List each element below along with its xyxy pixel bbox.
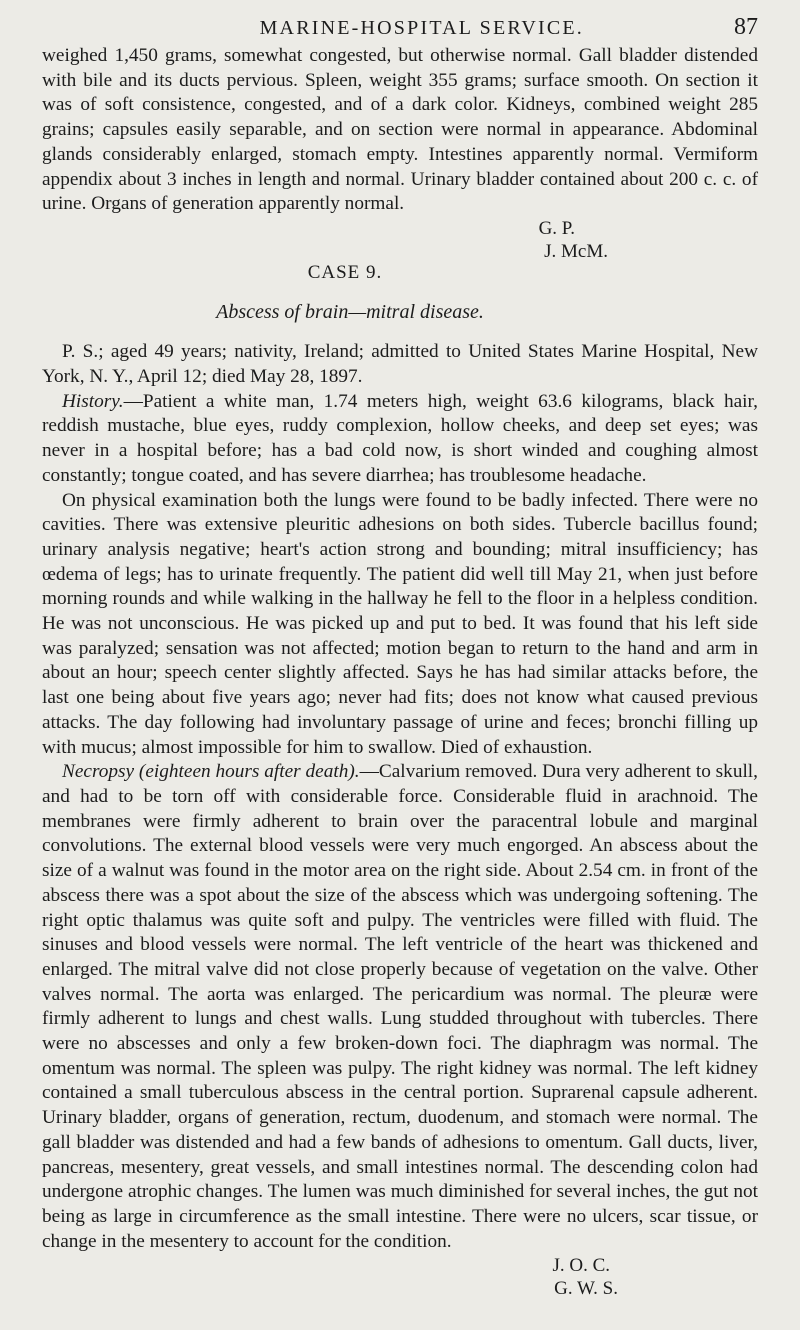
history-label: History.: [62, 390, 124, 412]
necropsy-label: Necropsy (eighteen hours after death).: [62, 761, 360, 783]
paragraph-necropsy: [42, 760, 758, 1254]
paragraph-physical-exam: On physical examination both the lungs were found to be badly infected. There were no cavities. There was extensive pleuritic adhesions on both sides. Tubercle bacillus found; urinary analysis negative; heart's action strong and bounding; mitral insufficiency; has œdema of legs; has to urinate frequently. The patient did well till May 21, when just before morning rounds and while walking in the hallway he fell to the floor in a helpless condition. He was not unconscious. He was picked up and put to bed. It was found that his left side was paralyzed; sensation was not affected; motion began to return to the hand and arm in about an hour; speech center slightly affected. Says he has had similar attacks before, the last one being about five years ago; never had fits; does not know what caused previous attacks. The day following had involuntary passage of urine and feces; bronchi filling up with mucus; almost impossible for him to swallow. Died of exhaustion.: [42, 489, 758, 758]
paragraph-history: [42, 390, 758, 489]
paragraph-autopsy-continued: weighed 1,450 grams, somewhat congested, but otherwise normal. Gall bladder distended with bile and its ducts pervious. Spleen, weight 355 grams; surface smooth. On section it was of soft consistence, congested, and of a dark color. Kidneys, combined weight 285 grains; capsules easily separable, and on section were normal in appearance. Abdominal glands considerably enlarged, stomach empty. Intestines apparently normal. Vermiform appendix about 3 inches in length and normal. Urinary bladder contained about 200 c. c. of urine. Organs of generation apparently normal.: [42, 45, 758, 215]
case-title: Abscess of brain—mitral disease.: [216, 300, 484, 323]
case-heading: CASE 9.: [307, 261, 383, 283]
paragraph-admission: P. S.; aged 49 years; nativity, Ireland; admitted to United States Marine Hospital, New York, N. Y., April 12; died May 28, 1897.: [42, 341, 758, 388]
history-text: —Patient a white man, 1.74 meters high, weight 63.6 kilograms, black hair, reddish mustache, blue eyes, ruddy complexion, hollow cheeks, and deep set eyes; was never in a hospital before; has a bad cold now, is short winded and coughing almost constantly; tongue coated, and has severe diarrhea; has troublesome headache.: [42, 390, 758, 486]
signature-initials-3: J. O. C.: [552, 1255, 610, 1277]
page-number: 87: [734, 14, 758, 40]
necropsy-text: —Calvarium removed. Dura very adherent to skull, and had to be torn off with considerable force. Considerable fluid in arachnoid. The membranes were firmly adherent to brain over the paracentral lobule and marginal convolutions. The external blood vessels were very much engorged. An abscess about the size of a walnut was found in the motor area on the right side. About 2.54 cm. in front of the abscess there was a spot about the size of the abscess which was undergoing softening. The right optic thalamus was quite soft and pulpy. The ventricles were filled with fluid. The sinuses and blood vessels were normal. The left ventricle of the heart was thickened and enlarged. The mitral valve did not close properly because of vegetation on the valve. Other valves normal. The aorta was enlarged. The pericardium was normal. The pleuræ were firmly adherent to lungs and chest walls. Lung studded throughout with tubercles. There were no abscesses and only a few broken-down foci. The diaphragm was normal. The omentum was normal. The spleen was pulpy. The right kidney was normal. The left kidney contained a small tuberculous abscess in the central portion. Suprarenal capsule adherent. Urinary bladder, organs of generation, rectum, duodenum, and stomach were normal. The gall bladder was distended and had a few bands of adhesions to omentum. Gall ducts, liver, pancreas, mesentery, great vessels, and small intestines normal. The descending colon had undergone atrophic changes. The lumen was much diminished for several inches, the gut not being as large in circumference as the small intestine. There were no ulcers, scar tissue, or change in the mesentery to account for the condition.: [42, 761, 758, 1252]
signature-initials-2: J. McM.: [544, 240, 608, 262]
running-head: [42, 14, 758, 44]
running-title: MARINE-HOSPITAL SERVICE.: [259, 17, 584, 39]
signature-initials-1: G. P.: [538, 217, 575, 239]
body-text: [42, 44, 758, 1300]
signature-initials-4: G. W. S.: [554, 1278, 618, 1300]
